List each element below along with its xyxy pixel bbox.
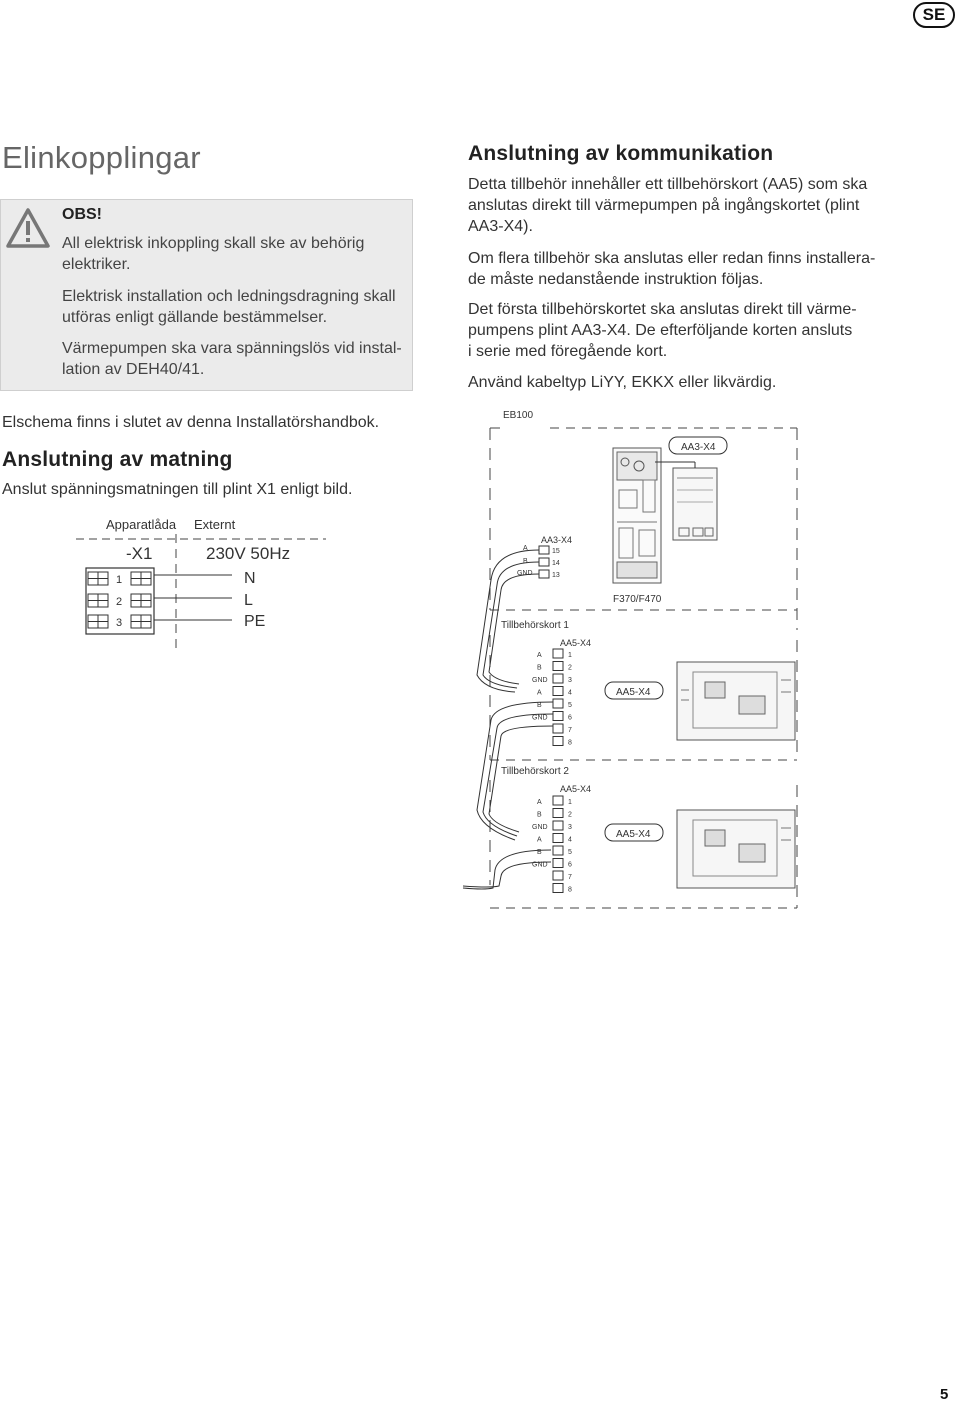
terminal-pin-number: 8 [568, 886, 572, 894]
conductor-n: N [244, 570, 256, 587]
terminal-pin-number: 7 [568, 727, 572, 734]
svg-text:3: 3 [116, 617, 123, 629]
terminal-pin-number: 4 [568, 689, 572, 697]
note-paragraph-3: Värmepumpen ska vara spänningslös vid instal- lation av DEH40/41. [62, 340, 402, 378]
terminal-pin [553, 687, 563, 696]
terminal-pin [553, 699, 563, 708]
card1-terminal-label: AA5-X4 [560, 638, 592, 648]
terminal-pin [553, 649, 563, 658]
terminal-signal-label: A [537, 689, 542, 697]
label-externt: Externt [194, 517, 236, 532]
terminal-pin-number: 2 [568, 664, 572, 672]
terminal-pin-number: 6 [568, 861, 572, 869]
terminal-pin-number: 5 [568, 849, 572, 856]
svg-text:GND: GND [517, 570, 533, 577]
terminal-pin-number: 4 [568, 836, 572, 844]
terminal-row-1 [88, 572, 232, 586]
terminal-signal-label: GND [532, 861, 548, 869]
terminal-pin-number: 3 [568, 824, 572, 831]
svg-text:15: 15 [552, 548, 560, 555]
note-paragraph-2: Elektrisk installation och ledningsdragning skall utföras enligt gällande bestämmelser. [62, 288, 396, 326]
conductor-l: L [244, 592, 253, 609]
terminal-pin [553, 809, 563, 818]
supply-rating: 230V 50Hz [206, 544, 291, 563]
terminal-signal-label: GND [532, 714, 548, 722]
comm-paragraph-1: Detta tillbehör innehåller ett tillbehörskort (AA5) som ska anslutas direkt till värmepumpen på ingångskortet (plint AA3-X4). [468, 176, 868, 235]
card1-callout: AA5-X4 [616, 687, 651, 698]
terminal-pin [553, 796, 563, 805]
terminal-signal-label: GND [532, 677, 548, 684]
power-section-text: Anslut spänningsmatningen till plint X1 enligt bild. [2, 481, 353, 498]
svg-text:14: 14 [552, 560, 560, 567]
terminal-signal-label: GND [532, 824, 548, 831]
card2-label: Tillbehörskort 2 [501, 766, 569, 777]
conductor-pe: PE [244, 613, 266, 630]
terminal-name: -X1 [126, 544, 153, 563]
warning-icon [6, 208, 50, 248]
card1-terminal-block [532, 649, 572, 747]
heat-pump-model: F370/F470 [613, 594, 662, 605]
terminal-pin [553, 871, 563, 880]
power-section-title: Anslutning av matning [2, 448, 233, 471]
label-apparatlada: Apparatlåda [106, 517, 177, 532]
comm-section-title: Anslutning av kommunikation [468, 142, 774, 165]
terminal-pin [553, 821, 563, 830]
terminal-pin [553, 859, 563, 868]
eb100-label: EB100 [503, 410, 534, 421]
terminal-pin [553, 674, 563, 683]
terminal-signal-label: B [537, 664, 542, 672]
terminal-pin-number: 2 [568, 811, 572, 819]
terminal-pin [553, 712, 563, 721]
terminal-signal-label: A [537, 652, 542, 659]
aa3-callout: AA3-X4 [681, 442, 716, 453]
terminal-signal-label: B [537, 811, 542, 819]
terminal-row-3 [88, 615, 232, 629]
page-number: 5 [940, 1386, 949, 1403]
page-title: Elinkopplingar [2, 140, 201, 175]
terminal-pin [553, 662, 563, 671]
card2-terminal-block [532, 796, 572, 894]
power-supply-diagram [70, 510, 330, 660]
comm-paragraph-2: Om flera tillbehör ska anslutas eller redan finns installera- de måste nedanstående instruktion följas. [468, 250, 876, 288]
terminal-pin-number: 3 [568, 677, 572, 684]
terminal-pin [553, 834, 563, 843]
wiring-diagram-note: Elschema finns i slutet av denna Installatörshandbok. [2, 414, 380, 431]
terminal-row-2 [88, 594, 232, 608]
terminal-pin-number: 7 [568, 874, 572, 881]
terminal-signal-label: A [537, 799, 542, 806]
terminal-signal-label: A [537, 836, 542, 844]
svg-text:1: 1 [116, 574, 123, 586]
terminal-pin-number: 8 [568, 739, 572, 747]
terminal-signal-label: B [537, 849, 542, 856]
aa3-terminal-label: AA3-X4 [541, 535, 573, 545]
note-paragraph-1: All elektrisk inkoppling skall ske av behörig elektriker. [62, 235, 365, 273]
terminal-pin [553, 884, 563, 893]
terminal-pin [553, 724, 563, 733]
language-badge: SE [913, 2, 955, 28]
terminal-pin-number: 6 [568, 714, 572, 722]
aa5-board-2 [677, 810, 795, 888]
terminal-pin-number: 1 [568, 799, 572, 806]
terminal-pin-number: 1 [568, 652, 572, 659]
aa5-board-1 [677, 662, 795, 740]
terminal-pin [553, 846, 563, 855]
svg-text:2: 2 [116, 596, 123, 608]
card1-label: Tillbehörskort 1 [501, 620, 569, 631]
note-title: OBS! [62, 206, 102, 223]
aa3-card [673, 468, 717, 540]
card2-callout: AA5-X4 [616, 829, 651, 840]
terminal-pin-number: 5 [568, 702, 572, 709]
comm-paragraph-3: Det första tillbehörskortet ska anslutas direkt till värme- pumpens plint AA3-X4. De efterföljande korten ansluts i serie med föregående kort. [468, 301, 857, 360]
communication-diagram [455, 400, 805, 910]
heat-pump-unit [613, 448, 661, 583]
comm-paragraph-4: Använd kabeltyp LiYY, EKKX eller likvärdig. [468, 374, 777, 391]
terminal-signal-label: B [537, 702, 542, 709]
card2-terminal-label: AA5-X4 [560, 784, 592, 794]
svg-text:A: A [523, 545, 528, 552]
terminal-pin [553, 737, 563, 746]
svg-text:B: B [523, 558, 528, 565]
svg-text:13: 13 [552, 572, 560, 579]
